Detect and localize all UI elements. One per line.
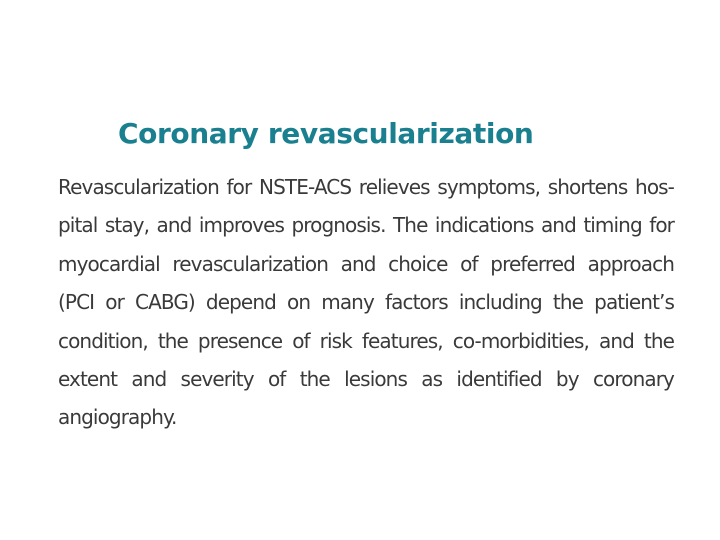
paragraph-line: extent and severity of the lesions as identified by coronary: [58, 366, 674, 391]
paragraph-line: myocardial revascularization and choice of preferred approach: [58, 251, 674, 276]
paragraph-line: (PCI or CABG) depend on many factors including the patient’s: [58, 290, 674, 315]
paragraph-line: pital stay, and improves prognosis. The indications and timing for: [58, 213, 674, 238]
body-paragraph: [58, 168, 674, 437]
section-heading: Coronary revascularization: [118, 117, 534, 150]
paragraph-line: condition, the presence of risk features, co-morbidities, and the: [58, 328, 674, 353]
paragraph-line: angiography.: [58, 405, 177, 430]
paragraph-line: Revascularization for NSTE-ACS relieves symptoms, shortens hos-: [58, 175, 674, 199]
